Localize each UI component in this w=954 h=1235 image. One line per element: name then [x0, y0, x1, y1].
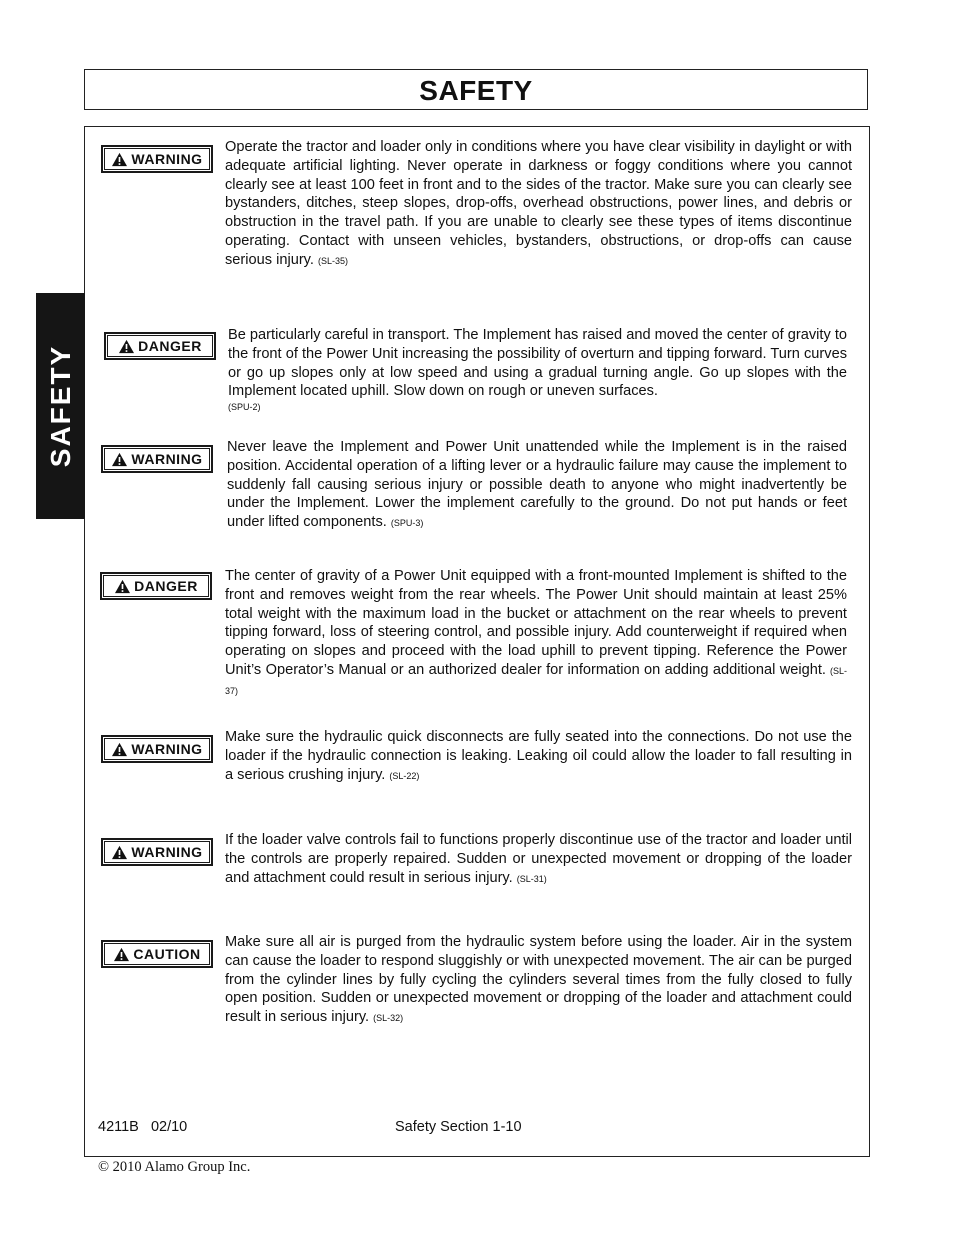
reference-code: (SL-22) [389, 770, 420, 781]
warning-triangle-icon [114, 579, 131, 594]
safety-message [227, 438, 847, 533]
safety-message [225, 831, 852, 888]
warning-badge [101, 445, 213, 473]
reference-code: (SL-37) [225, 665, 847, 696]
badge-label: WARNING [131, 741, 203, 757]
badge-label: CAUTION [133, 946, 201, 962]
page-header [84, 69, 868, 110]
safety-message [225, 138, 852, 271]
safety-message-text: Never leave the Implement and Power Unit unattended while the Implement is in the raised position. Accidental operation of a lifting lever or a hydraulic failure may cause the implement to suddenly fall causing serious injury or possible death to anyone who might inadvertently be under the Implement. Lower the implement carefully to the ground. Do not put hands or feet under lifted components. [227, 439, 847, 531]
danger-badge [104, 332, 216, 360]
danger-badge [100, 572, 212, 600]
reference-code: (SL-35) [317, 255, 348, 266]
badge-label: WARNING [131, 844, 203, 860]
warning-badge [101, 735, 213, 763]
caution-badge [101, 940, 213, 968]
safety-message [225, 567, 847, 701]
safety-message-text: Be particularly careful in transport. The Implement has raised and moved the center of gravity to the front of the Power Unit increasing the possibility of overturn and tipping forward. Turn curves or go up slopes only at low speed and using a gradual turning angle. Go up slopes with the Implement located uphill. Slow down on rough or uneven surfaces. [228, 327, 847, 400]
badge-label: WARNING [131, 151, 203, 167]
safety-message-text: The center of gravity of a Power Unit equipped with a front-mounted Implement is shifted to the front and removes weight from the rear wheels. The Power Unit should maintain at least 25% total weight with the maximum load in the bucket or attachment on the rear wheels to prevent tipping forward, loss of steering control, and possible injury. Add counterweight if required when operating on slopes and proceed with the load uphill to prevent tipping. Reference the Power Unit’s Operator’s Manual or an authorized dealer for information on adding additional weight. [225, 568, 847, 678]
warning-triangle-icon [118, 339, 135, 354]
warning-triangle-icon [111, 845, 128, 860]
safety-message-text: Make sure the hydraulic quick disconnects are fully seated into the connections. Do not use the loader if the hydraulic connection is leaking. Leaking oil could allow the loader to fall resulting in a serious crushing injury. [225, 729, 852, 783]
warning-badge [101, 838, 213, 866]
badge-label: DANGER [134, 578, 198, 594]
safety-message-text: Make sure all air is purged from the hydraulic system before using the loader. Air in the system can cause the loader to respond sluggishly or with unexpected movement. The air can be purged from the cylinder lines by fully cycling the cylinders several times from the fully closed to fully open position. Sudden or unexpected movement or dropping of the loader and attachment could result in serious injury. [225, 934, 852, 1026]
safety-message [225, 933, 852, 1028]
page-number: Safety Section 1-10 [395, 1119, 522, 1135]
warning-triangle-icon [111, 152, 128, 167]
document-id: 4211B 02/10 [98, 1119, 188, 1135]
badge-label: DANGER [138, 338, 202, 354]
reference-code: (SL-31) [516, 873, 547, 884]
warning-triangle-icon [111, 452, 128, 467]
badge-label: WARNING [131, 451, 203, 467]
reference-code: (SL-32) [373, 1013, 404, 1024]
page-title: SAFETY [419, 74, 533, 106]
reference-code: (SPU-3) [390, 518, 424, 529]
safety-message [225, 728, 852, 785]
warning-triangle-icon [111, 742, 128, 757]
reference-code: (SPU-2) [228, 402, 261, 413]
warning-triangle-icon [113, 947, 130, 962]
safety-message-text: Operate the tractor and loader only in conditions where you have clear visibility in daylight or with adequate artificial lighting. Never operate in darkness or foggy conditions where you cannot clearly see at least 100 feet in front and to the sides of the tractor. Make sure you can clearly see bystanders, ditches, steep slopes, drop-offs, overhead obstructions, power lines, and debris or obstruction in the travel path. If you are unable to clearly see these types of items discontinue operating. Contact with unseen vehicles, bystanders, obstructions, or drop-offs can cause serious injury. [225, 139, 852, 268]
safety-message-text: If the loader valve controls fail to functions properly discontinue use of the tractor and loader until the controls are properly repaired. Sudden or unexpected movement or dropping of the loader and attachment could result in serious injury. [225, 832, 852, 886]
safety-message [228, 326, 847, 413]
copyright-notice: © 2010 Alamo Group Inc. [98, 1159, 251, 1175]
warning-badge [101, 145, 213, 173]
side-tab-label: SAFETY [44, 344, 76, 468]
section-side-tab [36, 293, 85, 519]
